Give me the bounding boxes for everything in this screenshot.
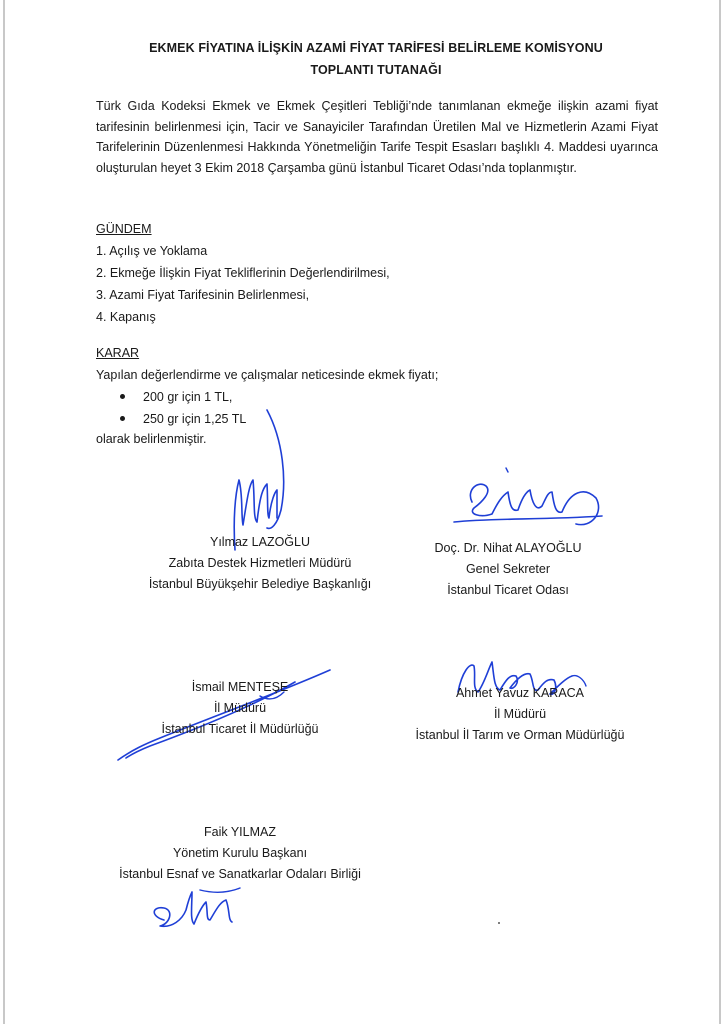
agenda-item: 4. Kapanış: [96, 310, 156, 324]
bullet-icon: [120, 394, 125, 399]
signatory-block: [395, 683, 645, 746]
signatory-org: İstanbul Ticaret Odası: [447, 583, 569, 597]
document-title: EKMEK FİYATINA İLİŞKİN AZAMİ FİYAT TARİFESİ BELİRLEME KOMİSYONU: [149, 41, 603, 55]
signature-yilmaz: [140, 880, 250, 940]
agenda-item: 3. Azami Fiyat Tarifesinin Belirlenmesi,: [96, 288, 310, 302]
decision-heading: KARAR: [96, 346, 140, 360]
signatory-name: Yılmaz LAZOĞLU: [209, 535, 311, 549]
signatory-org: İstanbul İl Tarım ve Orman Müdürlüğü: [415, 728, 625, 742]
bullet-icon: [120, 416, 125, 421]
signatory-title: Yönetim Kurulu Başkanı: [172, 846, 308, 860]
signatory-name: İsmail MENTEŞE: [191, 680, 289, 694]
agenda-item: 1. Açılış ve Yoklama: [96, 244, 208, 258]
agenda-item: 2. Ekmeğe İlişkin Fiyat Tekliflerinin Değerlendirilmesi,: [96, 266, 390, 280]
signatory-name: Ahmet Yavuz KARACA: [455, 686, 585, 700]
signatory-block: [120, 677, 360, 740]
signatory-title: Zabıta Destek Hizmetleri Müdürü: [168, 556, 352, 570]
signatory-name: Doç. Dr. Nihat ALAYOĞLU: [434, 541, 582, 555]
decision-lead: Yapılan değerlendirme ve çalışmalar neticesinde ekmek fiyatı;: [96, 368, 439, 382]
signatory-org: İstanbul Büyükşehir Belediye Başkanlığı: [148, 577, 372, 591]
intro-paragraph: Türk Gıda Kodeksi Ekmek ve Ekmek Çeşitleri Tebliği’nde tanımlanan ekmeğe ilişkin azami fiyat tarifesinin belirlenmesi için, Tacir ve Sanayiciler Tarafından Üretilen Mal ve Hizmetlerin Azami Fiyat Tarifelerinin Düzenlenmesi Hakkında Yönetmeliğin Tarife Tespit Esasları başlıklı 4. Maddesi uyarınca oluşturulan heyet 3 Ekim 2018 Çarşamba günü İstanbul Ticaret Odası’nda toplanmıştır.: [96, 99, 658, 175]
scan-speck: [498, 922, 500, 924]
signatory-block: [398, 538, 618, 601]
signatory-title: İl Müdürü: [213, 701, 267, 715]
signatory-org: İstanbul Ticaret İl Müdürlüğü: [161, 722, 319, 736]
signatory-name: Faik YILMAZ: [203, 825, 276, 839]
signatory-block: [140, 532, 380, 595]
decision-closing: olarak belirlenmiştir.: [96, 432, 207, 446]
document-subtitle: TOPLANTI TUTANAĞI: [310, 63, 442, 77]
signature-alayoglu: [452, 462, 612, 542]
signature-lazoglu: [205, 400, 305, 550]
decision-bullet-text: 200 gr için 1 TL,: [143, 390, 233, 404]
signatory-org: İstanbul Esnaf ve Sanatkarlar Odaları Birliği: [119, 867, 361, 881]
signatory-title: Genel Sekreter: [465, 562, 551, 576]
signatory-title: İl Müdürü: [493, 707, 547, 721]
signatory-block: [100, 822, 380, 885]
agenda-heading: GÜNDEM: [96, 222, 152, 236]
decision-bullet-text: 250 gr için 1,25 TL: [143, 412, 247, 426]
